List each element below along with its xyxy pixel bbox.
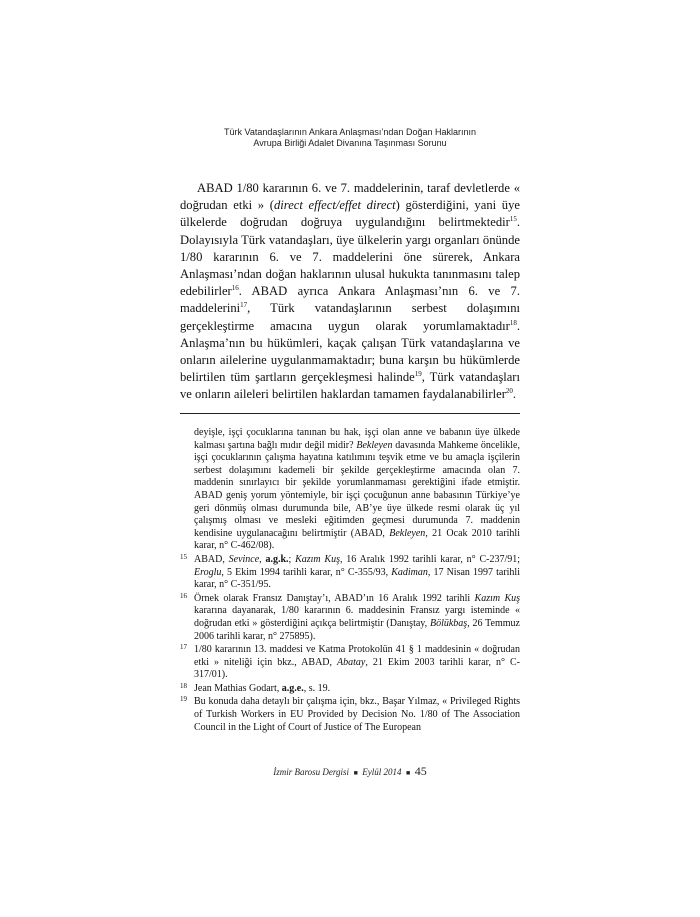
footnotes (180, 427, 520, 734)
text-run: Örnek olarak Fransız Danıştay’ı, ABAD’ın 16 Aralık 1992 tarihli (194, 592, 475, 604)
text-run: Bu konuda daha detaylı bir çalışma için, bkz., Başar Yılmaz, « Privileged Rights of Turkish Workers in EU Provided by Decision No. 1/80 of The Association Council in the Light of Court of Justice of The European (194, 696, 520, 733)
text-run: . (512, 387, 517, 402)
footnote-ref-15[interactable]: 15 (509, 215, 517, 224)
emphasis: Eroglu (194, 566, 222, 578)
footnote-number: 15 (180, 552, 187, 561)
text-run: , 5 Ekim 1994 tarihli karar, n° C-355/93, (221, 566, 392, 578)
text-run: , 21 Ocak 2010 tarihli karar, n° C-462/08). (194, 527, 520, 552)
footnote-number: 17 (180, 643, 187, 652)
footnote-divider (180, 413, 520, 414)
text-run: , 17 Nisan 1997 tarihli karar, n° C-351/95. (194, 566, 520, 591)
footnote-ref-16[interactable]: 16 (231, 284, 239, 293)
running-head-line-1: Türk Vatandaşlarının Ankara Anlaşması’ndan Doğan Haklarının (224, 127, 476, 137)
strong: a.g.k. (265, 553, 289, 565)
emphasis: Kazım Kuş (295, 553, 340, 565)
footnote-16 (180, 593, 520, 643)
emphasis: Kazım Kuş (474, 592, 521, 604)
text-run: ABAD 1/80 kararının 6. ve 7. maddelerinin, taraf devletlerde « doğrudan etki » ( (180, 181, 520, 213)
emphasis: Abatay (337, 656, 366, 668)
text-run: , Türk vatandaşlarının serbest dolaşımını gerçekleştirme amacına uygun olarak yorumlamaktadır (180, 301, 520, 333)
separator-icon: ■ (353, 768, 358, 777)
text-run: ) gösterdiğini, yani üye ülkelerde doğrudan doğruya uygulandığını belirtmektedir (180, 198, 520, 230)
text-run: davasında Mahkeme öncelikle, işçi çocuklarının çalışma hayatına katılımını teşvik etme ve bu amaçla işçilerin serbest dolaşımını kademeli bir şekilde gerçekleştirme amacında olan 7. maddenin sınırlayıcı bir şekilde yorumlanmaması gerektiğini ifade etmiştir. ABAD geniş yorum yöntemiyle, bir işçi çocuğunun anne babasının Türkiye’ye geri dönmüş olması durumunda bile, AB’ye üye ülkede resmi olarak üç yıl çalışmış olması ve mesleki eğitimden geçmesi durumunda 7. maddenin kendisine uygulanacağını belirtmiştir (ABAD, (194, 439, 520, 539)
emphasis: Kadiman (391, 566, 428, 578)
text-run: . Anlaşma’nın bu hükümleri, kaçak çalışan Türk vatandaşlarına ve onların ailelerine uygulanmamaktadır; buna karşın bu hükümlerde belirtilen tüm şartların gerçekleşmesi halinde (180, 318, 520, 385)
footnote-18 (180, 683, 520, 696)
footnote-ref-19[interactable]: 19 (414, 370, 422, 379)
text-run: kararına dayanarak, 1/80 kararının 6. maddesinin Fransız yargı isteminde « doğrudan etki » gösterdiğini açıkça belirtmiştir (Danıştay, (194, 605, 520, 629)
issue-date: Eylül 2014 (362, 767, 402, 777)
text-run: ABAD, (194, 553, 229, 565)
paragraph (180, 180, 520, 404)
text-run: , 16 Aralık 1992 tarihli karar, n° C-237/91; (339, 553, 521, 565)
footnote-number: 16 (180, 591, 187, 600)
separator-icon: ■ (406, 768, 411, 777)
running-head-line-2: Avrupa Birliği Adalet Divanına Taşınması Sorunu (253, 138, 447, 148)
footnote-ref-17[interactable]: 17 (240, 301, 248, 310)
footnote-ref-18[interactable]: 18 (509, 318, 517, 327)
emphasis: direct effect/effet direct (273, 198, 396, 213)
text-run: ; (288, 553, 296, 565)
text-run: , 21 Ekim 2003 tarihli karar, n° C-317/01). (194, 656, 520, 681)
text-run: , (259, 553, 266, 565)
main-paragraph (180, 180, 520, 404)
text-run: , 26 Temmuz 2006 tarihli karar, n° 275895). (194, 617, 520, 642)
footnote-continuation (180, 427, 520, 553)
footnote-17 (180, 644, 520, 682)
strong: a.g.e. (281, 682, 304, 694)
footnote-19 (180, 696, 520, 734)
emphasis: Bekleyen (389, 527, 426, 539)
emphasis: Bekleyen (356, 439, 393, 451)
footnote-ref-20[interactable]: 20 (505, 387, 513, 396)
text-run: . ABAD ayrıca Ankara Anlaşması’nın 6. ve 7. maddelerini (180, 284, 520, 316)
page-number: 45 (414, 764, 427, 778)
emphasis: Sevince (228, 553, 260, 565)
emphasis: Bölükbaş (429, 617, 468, 629)
text-run: , s. 19. (303, 682, 331, 694)
text-run: deyişle, işçi çocuklarına tanınan bu hak, işçi olan anne ve babanın üye ülkede kalması şartına bağlı mıdır değil midir? (194, 427, 520, 451)
journal-name: İzmir Barosu Dergisi (273, 767, 350, 777)
text-run: Jean Mathias Godart, (194, 682, 282, 694)
text-run: . Dolayısıyla Türk vatandaşları, üye ülkelerin yargı organları önünde 1/80 kararının 6. ve 7. maddelerini öne sürerek, Ankara Anlaşması’ndan doğan haklarının ulusal hukukta tanınmasını talep edebilirler (180, 215, 520, 299)
page-footer (180, 764, 520, 779)
footnote-number: 18 (180, 681, 187, 690)
footnote-15 (180, 554, 520, 592)
running-head (180, 127, 520, 149)
text-run: 1/80 kararının 13. maddesi ve Katma Protokolün 41 § 1 maddesinin « doğrudan etki » niteliği için bkz., ABAD, (194, 644, 520, 668)
footnote-number: 19 (180, 695, 187, 704)
text-run: , Türk vatandaşları ve onların aileleri belirtilen haklardan tamamen faydalanabilirler (180, 370, 521, 402)
